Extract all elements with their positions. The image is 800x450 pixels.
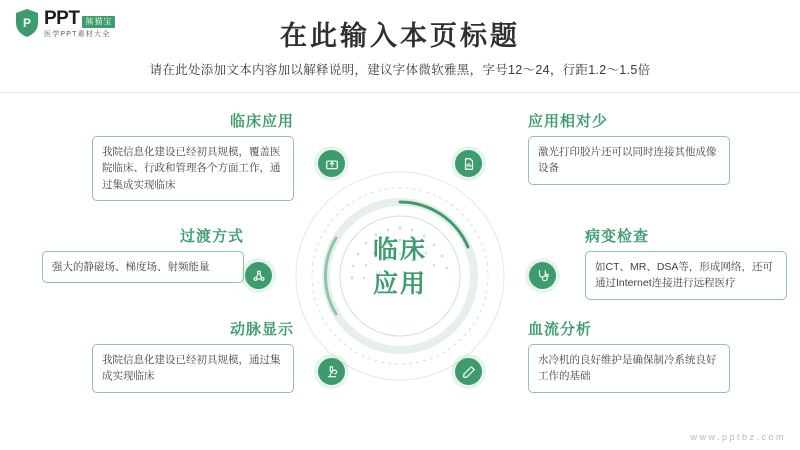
item-title: 临床应用 xyxy=(229,113,294,130)
page-subtitle: 请在此处添加文本内容加以解释说明，建议字体微软雅黑，字号12～24，行距1.2～1.5倍 xyxy=(149,63,651,77)
upload-cloud-icon[interactable] xyxy=(318,150,345,177)
item-relatively-few-applications[interactable] xyxy=(528,110,730,185)
center-label-line2: 应用 xyxy=(372,269,427,298)
center-label xyxy=(292,234,508,302)
center-graphic xyxy=(292,168,508,384)
logo-brand-text: PPT xyxy=(44,7,80,29)
pen-icon[interactable] xyxy=(455,358,482,385)
item-body: 强大的静磁场、梯度场、射频能量 xyxy=(42,251,244,283)
item-body: 如CT、MR、DSA等，形成网络，还可通过Internet连接进行远程医疗 xyxy=(585,251,787,300)
item-body: 我院信息化建设已经初具规模，覆盖医院临床、行政和管理各个方面工作，通过集成实现临床 xyxy=(92,136,294,201)
item-body: 激光打印胶片还可以同时连接其他成像设备 xyxy=(528,136,730,185)
item-artery-display[interactable] xyxy=(92,318,294,393)
page-title: 在此输入本页标题 xyxy=(280,21,520,51)
item-transition-mode[interactable] xyxy=(42,225,244,283)
item-title: 应用相对少 xyxy=(528,113,609,130)
header-divider xyxy=(0,92,800,93)
item-clinical-application[interactable] xyxy=(92,110,294,201)
svg-text:P: P xyxy=(22,16,32,30)
item-lesion-detection[interactable] xyxy=(585,225,787,300)
item-body: 水冷机的良好维护是确保制冷系统良好工作的基础 xyxy=(528,344,730,393)
watermark: www.pptbz.com xyxy=(690,432,786,442)
stethoscope-icon[interactable] xyxy=(529,262,556,289)
logo-badge: 熊猫宝 xyxy=(82,16,115,28)
item-title: 过渡方式 xyxy=(179,228,244,245)
document-chart-icon[interactable] xyxy=(455,150,482,177)
item-title: 病变检查 xyxy=(585,228,650,245)
center-label-line1: 临床 xyxy=(372,236,427,264)
item-body: 我院信息化建设已经初具规模，通过集成实现临床 xyxy=(92,344,294,393)
item-blood-flow-analysis[interactable] xyxy=(528,318,730,393)
item-title: 血流分析 xyxy=(528,321,593,338)
share-nodes-icon[interactable] xyxy=(245,262,272,289)
logo-tagline: 医学PPT素材大全 xyxy=(44,30,111,38)
item-title: 动脉显示 xyxy=(229,321,294,338)
microscope-icon[interactable] xyxy=(318,358,345,385)
